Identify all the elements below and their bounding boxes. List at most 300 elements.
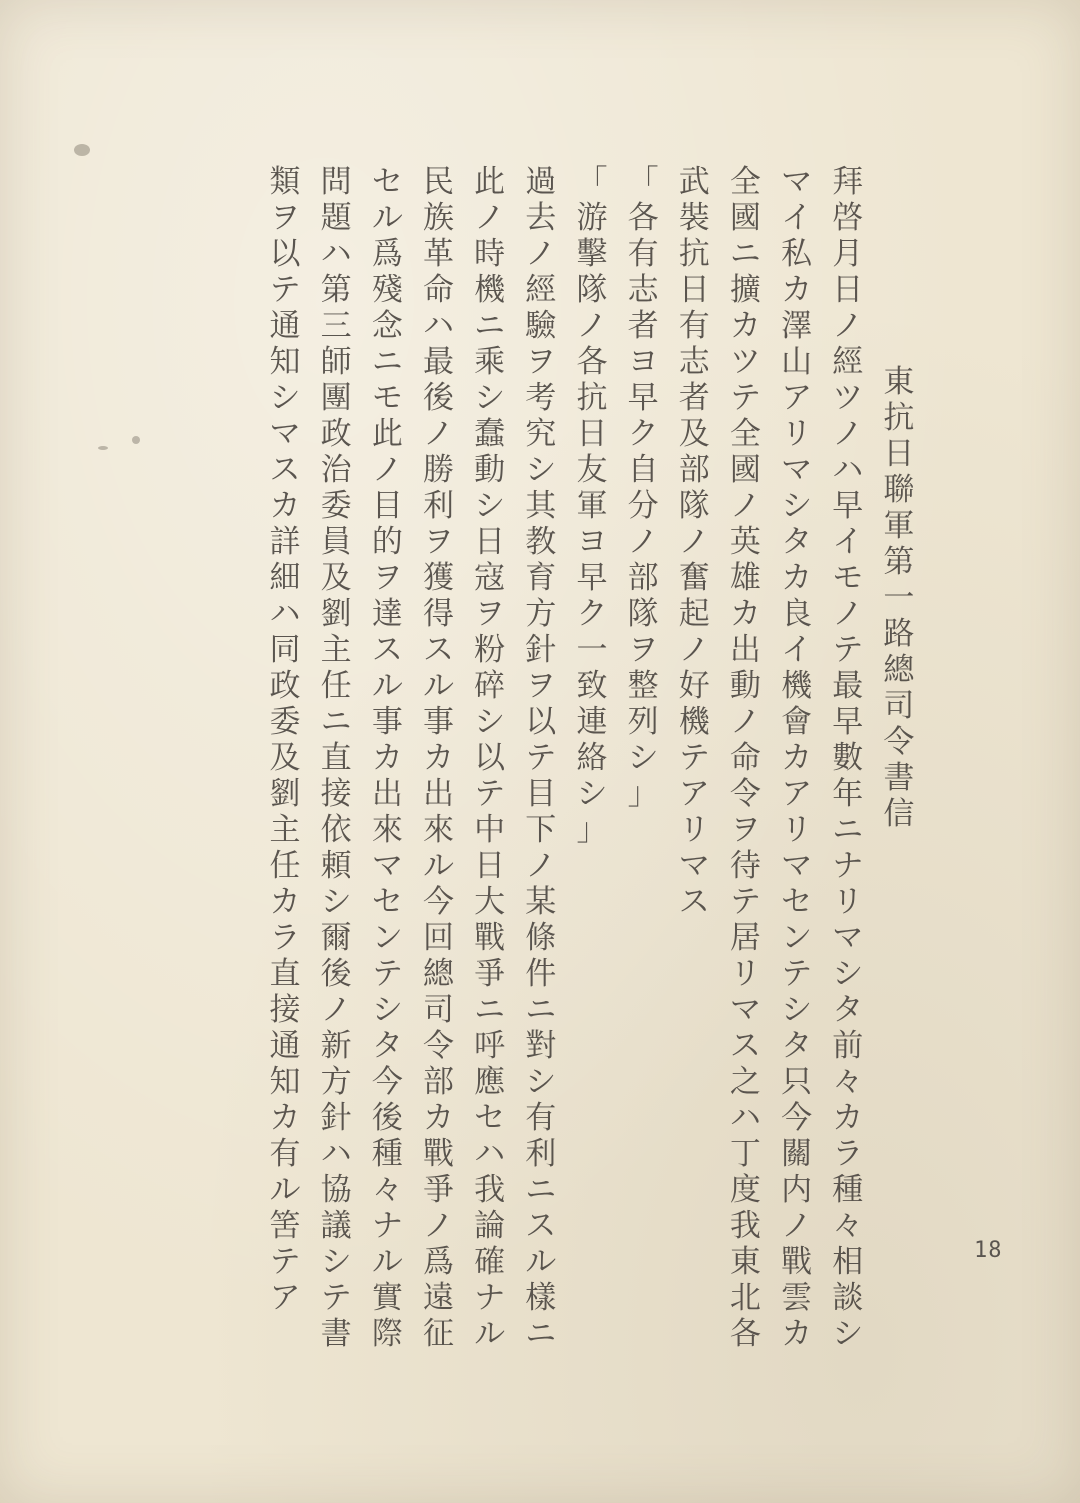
text-character: 協: [320, 1172, 352, 1208]
text-character: ニ: [371, 344, 403, 380]
text-character: ン: [781, 920, 813, 956]
text-character: 治: [320, 452, 352, 488]
text-character: 私: [781, 236, 813, 272]
text-character: 北: [729, 1280, 761, 1316]
text-character: マ: [832, 920, 864, 956]
text-character: ノ: [832, 308, 864, 344]
text-character: 種: [371, 1136, 403, 1172]
text-character: 部: [627, 560, 659, 596]
text-character: 一: [883, 580, 915, 616]
text-character: ハ: [320, 236, 352, 272]
text-character: 書: [320, 1316, 352, 1352]
text-character: 各: [729, 1316, 761, 1352]
text-character: ン: [371, 920, 403, 956]
text-character: 數: [832, 740, 864, 776]
text-character: 令: [883, 724, 915, 760]
text-character: 三: [320, 308, 352, 344]
text-character: 念: [371, 308, 403, 344]
text-character: 同: [269, 632, 301, 668]
text-character: 抗: [883, 400, 915, 436]
text-character: ノ: [832, 416, 864, 452]
text-character: 回: [422, 920, 454, 956]
text-character: 主: [320, 632, 352, 668]
text-character: 確: [474, 1244, 506, 1280]
text-character: 有: [269, 1136, 301, 1172]
text-character: ル: [269, 1172, 301, 1208]
text-character: 後: [320, 956, 352, 992]
text-character: 政: [269, 668, 301, 704]
text-character: ル: [474, 1316, 506, 1352]
text-character: モ: [371, 380, 403, 416]
text-character: 志: [627, 272, 659, 308]
text-character: ル: [371, 200, 403, 236]
text-character: マ: [781, 164, 813, 200]
text-character: シ: [781, 992, 813, 1028]
text-character: ア: [269, 1280, 301, 1316]
text-character: 今: [422, 884, 454, 920]
text-character: 各: [576, 344, 608, 380]
text-character: リ: [678, 812, 710, 848]
text-character: 師: [320, 344, 352, 380]
text-character: 此: [474, 164, 506, 200]
text-character: 團: [320, 380, 352, 416]
text-character: カ: [781, 1316, 813, 1352]
text-character: 接: [269, 992, 301, 1028]
text-character: テ: [678, 740, 710, 776]
text-column: [313, 165, 359, 1375]
text-character: 々: [832, 1064, 864, 1100]
text-character: ス: [371, 632, 403, 668]
text-character: ノ: [320, 992, 352, 1028]
text-character: 々: [371, 1172, 403, 1208]
text-character: ス: [525, 1208, 557, 1244]
text-character: 友: [576, 452, 608, 488]
text-character: ノ: [525, 848, 557, 884]
text-character: 全: [729, 164, 761, 200]
text-character: マ: [781, 452, 813, 488]
text-character: テ: [525, 740, 557, 776]
text-character: ス: [678, 884, 710, 920]
text-character: ル: [422, 668, 454, 704]
text-character: ニ: [525, 1172, 557, 1208]
text-character: 利: [422, 488, 454, 524]
text-character: 動: [474, 452, 506, 488]
text-character: 居: [729, 920, 761, 956]
text-character: 連: [576, 704, 608, 740]
text-character: 殘: [371, 272, 403, 308]
text-character: 軍: [576, 488, 608, 524]
paper-stain: [132, 436, 140, 444]
text-character: 族: [422, 200, 454, 236]
text-character: ヲ: [525, 344, 557, 380]
text-character: リ: [781, 416, 813, 452]
text-character: 雲: [781, 1280, 813, 1316]
text-character: 問: [320, 164, 352, 200]
text-character: 針: [320, 1100, 352, 1136]
text-character: 者: [678, 380, 710, 416]
text-character: セ: [371, 164, 403, 200]
text-character: 爾: [320, 920, 352, 956]
text-character: 東: [883, 364, 915, 400]
text-character: タ: [781, 1028, 813, 1064]
text-character: ス: [729, 1028, 761, 1064]
text-character: 蠢: [474, 416, 506, 452]
text-character: 爭: [474, 956, 506, 992]
text-character: タ: [832, 992, 864, 1028]
text-column: [569, 165, 615, 1375]
text-character: 粉: [474, 632, 506, 668]
text-character: 革: [422, 236, 454, 272]
text-column: [671, 165, 717, 1375]
text-character: 抗: [678, 236, 710, 272]
text-character: 的: [371, 524, 403, 560]
text-character: 機: [678, 704, 710, 740]
text-column: [262, 165, 308, 1375]
text-character: 會: [781, 704, 813, 740]
text-character: ハ: [422, 308, 454, 344]
text-character: カ: [729, 308, 761, 344]
text-character: カ: [269, 488, 301, 524]
text-character: マ: [781, 848, 813, 884]
text-character: 論: [474, 1208, 506, 1244]
text-character: ノ: [422, 1208, 454, 1244]
text-character: ク: [627, 416, 659, 452]
text-character: ス: [422, 632, 454, 668]
text-character: 通: [269, 1028, 301, 1064]
text-character: カ: [422, 740, 454, 776]
text-character: 過: [525, 164, 557, 200]
text-character: ニ: [320, 704, 352, 740]
text-character: イ: [781, 632, 813, 668]
text-character: シ: [474, 488, 506, 524]
text-character: 丁: [729, 1136, 761, 1172]
text-character: 今: [781, 1100, 813, 1136]
text-character: 度: [729, 1172, 761, 1208]
text-character: ヲ: [729, 812, 761, 848]
text-character: 々: [832, 1208, 864, 1244]
text-character: 日: [678, 272, 710, 308]
text-character: 年: [832, 776, 864, 812]
text-column: [620, 165, 666, 1375]
text-character: 擴: [729, 272, 761, 308]
text-character: テ: [781, 956, 813, 992]
text-character: テ: [320, 1280, 352, 1316]
text-character: ノ: [781, 1208, 813, 1244]
text-character: 早: [832, 488, 864, 524]
text-character: 究: [525, 416, 557, 452]
text-character: 信: [883, 796, 915, 832]
text-character: 出: [371, 776, 403, 812]
text-character: ア: [781, 380, 813, 416]
text-character: 日: [576, 416, 608, 452]
text-character: シ: [474, 704, 506, 740]
text-character: 戰: [474, 920, 506, 956]
text-character: 拜: [832, 164, 864, 200]
text-character: 應: [474, 1064, 506, 1100]
text-character: 戰: [781, 1244, 813, 1280]
text-character: 奮: [678, 560, 710, 596]
text-character: 以: [525, 704, 557, 740]
text-character: イ: [832, 524, 864, 560]
text-character: 談: [832, 1280, 864, 1316]
text-character: 司: [883, 688, 915, 724]
text-character: ヨ: [627, 344, 659, 380]
text-character: ラ: [832, 1136, 864, 1172]
text-character: 勝: [422, 452, 454, 488]
text-character: 委: [320, 488, 352, 524]
text-character: 樣: [525, 1280, 557, 1316]
text-character: 致: [576, 668, 608, 704]
text-character: 令: [729, 776, 761, 812]
text-character: 及: [320, 560, 352, 596]
text-character: ノ: [678, 632, 710, 668]
text-character: リ: [832, 884, 864, 920]
text-character: 任: [320, 668, 352, 704]
text-character: ラ: [269, 920, 301, 956]
text-character: カ: [269, 884, 301, 920]
text-character: ク: [576, 596, 608, 632]
text-column: [518, 165, 564, 1375]
text-character: テ: [832, 632, 864, 668]
text-character: 呼: [474, 1028, 506, 1064]
text-character: ツ: [832, 380, 864, 416]
text-character: テ: [729, 884, 761, 920]
text-character: 早: [832, 704, 864, 740]
text-character: 早: [576, 560, 608, 596]
text-character: ノ: [729, 704, 761, 740]
text-character: 第: [320, 272, 352, 308]
text-character: ハ: [320, 1136, 352, 1172]
text-character: 出: [422, 776, 454, 812]
text-character: 抗: [576, 380, 608, 416]
text-character: ル: [422, 848, 454, 884]
text-character: ヨ: [576, 524, 608, 560]
text-character: テ: [269, 272, 301, 308]
text-character: 機: [781, 668, 813, 704]
text-character: 裝: [678, 200, 710, 236]
text-character: 經: [525, 272, 557, 308]
text-character: 條: [525, 920, 557, 956]
text-character: 總: [422, 956, 454, 992]
text-character: 國: [729, 200, 761, 236]
text-character: 及: [269, 740, 301, 776]
text-character: 總: [883, 652, 915, 688]
page-number: 18: [974, 1238, 1003, 1263]
text-character: セ: [474, 1100, 506, 1136]
text-character: 關: [781, 1136, 813, 1172]
text-character: 爲: [422, 1244, 454, 1280]
text-character: ハ: [269, 596, 301, 632]
text-character: リ: [729, 956, 761, 992]
text-character: カ: [269, 1100, 301, 1136]
text-character: 某: [525, 884, 557, 920]
text-character: マ: [269, 416, 301, 452]
text-character: ヲ: [525, 668, 557, 704]
text-character: ノ: [525, 236, 557, 272]
text-character: 議: [320, 1208, 352, 1244]
text-character: 乘: [474, 344, 506, 380]
text-character: シ: [525, 452, 557, 488]
text-column: [415, 165, 461, 1375]
text-character: 只: [781, 1064, 813, 1100]
text-character: 後: [371, 1100, 403, 1136]
text-character: 隊: [678, 488, 710, 524]
text-column: [774, 165, 820, 1375]
text-character: 命: [422, 272, 454, 308]
text-character: シ: [371, 992, 403, 1028]
text-character: ニ: [474, 308, 506, 344]
text-character: 志: [678, 344, 710, 380]
text-character: 路: [883, 616, 915, 652]
text-character: 内: [781, 1172, 813, 1208]
text-character: 命: [729, 740, 761, 776]
text-character: 者: [627, 308, 659, 344]
text-character: 直: [320, 740, 352, 776]
text-character: 澤: [781, 308, 813, 344]
text-character: 委: [269, 704, 301, 740]
text-character: 遠: [422, 1280, 454, 1316]
text-character: 之: [729, 1064, 761, 1100]
text-character: 隊: [576, 272, 608, 308]
text-character: ハ: [832, 452, 864, 488]
text-character: 筈: [269, 1208, 301, 1244]
text-character: マ: [729, 992, 761, 1028]
text-character: 機: [474, 272, 506, 308]
text-character: 出: [729, 632, 761, 668]
text-character: 書: [883, 760, 915, 796]
text-character: シ: [576, 776, 608, 812]
text-character: 知: [269, 344, 301, 380]
text-character: 以: [269, 236, 301, 272]
text-character: 國: [729, 452, 761, 488]
text-character: 方: [320, 1064, 352, 1100]
text-character: 分: [627, 488, 659, 524]
text-character: ヲ: [422, 524, 454, 560]
text-character: マ: [678, 848, 710, 884]
text-character: 好: [678, 668, 710, 704]
text-character: 軍: [883, 508, 915, 544]
text-character: ヲ: [474, 596, 506, 632]
text-character: カ: [781, 740, 813, 776]
text-character: 相: [832, 1244, 864, 1280]
text-character: ナ: [371, 1208, 403, 1244]
text-character: 政: [320, 416, 352, 452]
text-character: 待: [729, 848, 761, 884]
text-character: 擊: [576, 236, 608, 272]
document-title: [876, 365, 922, 1375]
text-character: 目: [525, 776, 557, 812]
text-character: シ: [832, 1316, 864, 1352]
text-character: 」: [627, 776, 659, 812]
text-character: ノ: [832, 596, 864, 632]
text-character: ヲ: [371, 560, 403, 596]
text-character: シ: [832, 956, 864, 992]
text-character: 日: [832, 272, 864, 308]
text-column: [825, 165, 871, 1375]
text-character: タ: [371, 1028, 403, 1064]
text-character: 有: [627, 236, 659, 272]
text-character: 第: [883, 544, 915, 580]
text-character: カ: [832, 1100, 864, 1136]
text-character: 動: [729, 668, 761, 704]
text-character: マ: [371, 848, 403, 884]
text-character: 教: [525, 524, 557, 560]
text-character: モ: [832, 560, 864, 596]
text-character: 絡: [576, 740, 608, 776]
text-character: 育: [525, 560, 557, 596]
text-character: ノ: [422, 416, 454, 452]
text-character: 戰: [422, 1136, 454, 1172]
text-character: リ: [781, 812, 813, 848]
text-character: 達: [371, 596, 403, 632]
text-character: ノ: [371, 452, 403, 488]
text-character: ナ: [832, 848, 864, 884]
text-character: 知: [269, 1064, 301, 1100]
text-character: ル: [371, 1244, 403, 1280]
text-character: ル: [525, 1244, 557, 1280]
text-character: 經: [832, 344, 864, 380]
text-character: 寇: [474, 560, 506, 596]
text-character: 實: [371, 1280, 403, 1316]
text-character: ノ: [474, 200, 506, 236]
text-character: セ: [781, 884, 813, 920]
text-character: 利: [525, 1136, 557, 1172]
text-character: カ: [781, 272, 813, 308]
text-character: 我: [729, 1208, 761, 1244]
text-character: 爭: [422, 1172, 454, 1208]
text-character: テ: [474, 776, 506, 812]
text-character: 後: [422, 380, 454, 416]
text-character: ス: [269, 452, 301, 488]
text-character: ニ: [525, 1316, 557, 1352]
text-character: 日: [883, 436, 915, 472]
text-character: 及: [678, 416, 710, 452]
text-character: 月: [832, 236, 864, 272]
text-character: 最: [832, 668, 864, 704]
text-character: カ: [729, 596, 761, 632]
text-character: 最: [422, 344, 454, 380]
text-character: 接: [320, 776, 352, 812]
text-character: 任: [269, 848, 301, 884]
text-character: 日: [474, 524, 506, 560]
text-character: イ: [781, 200, 813, 236]
text-character: 英: [729, 524, 761, 560]
text-character: シ: [269, 380, 301, 416]
text-character: 目: [371, 488, 403, 524]
text-character: ハ: [729, 1100, 761, 1136]
text-character: ノ: [627, 524, 659, 560]
text-character: 自: [627, 452, 659, 488]
text-character: 件: [525, 956, 557, 992]
text-character: ノ: [729, 488, 761, 524]
text-character: 民: [422, 164, 454, 200]
text-character: 「: [627, 164, 659, 200]
text-character: 通: [269, 308, 301, 344]
text-character: 來: [422, 812, 454, 848]
text-character: 詳: [269, 524, 301, 560]
text-character: テ: [371, 956, 403, 992]
text-character: カ: [422, 1100, 454, 1136]
text-character: 頼: [320, 848, 352, 884]
text-character: ナ: [474, 1280, 506, 1316]
text-character: 際: [371, 1316, 403, 1352]
text-character: 時: [474, 236, 506, 272]
text-character: 全: [729, 416, 761, 452]
text-character: 其: [525, 488, 557, 524]
text-character: 以: [474, 740, 506, 776]
text-character: シ: [525, 1064, 557, 1100]
text-character: 大: [474, 884, 506, 920]
